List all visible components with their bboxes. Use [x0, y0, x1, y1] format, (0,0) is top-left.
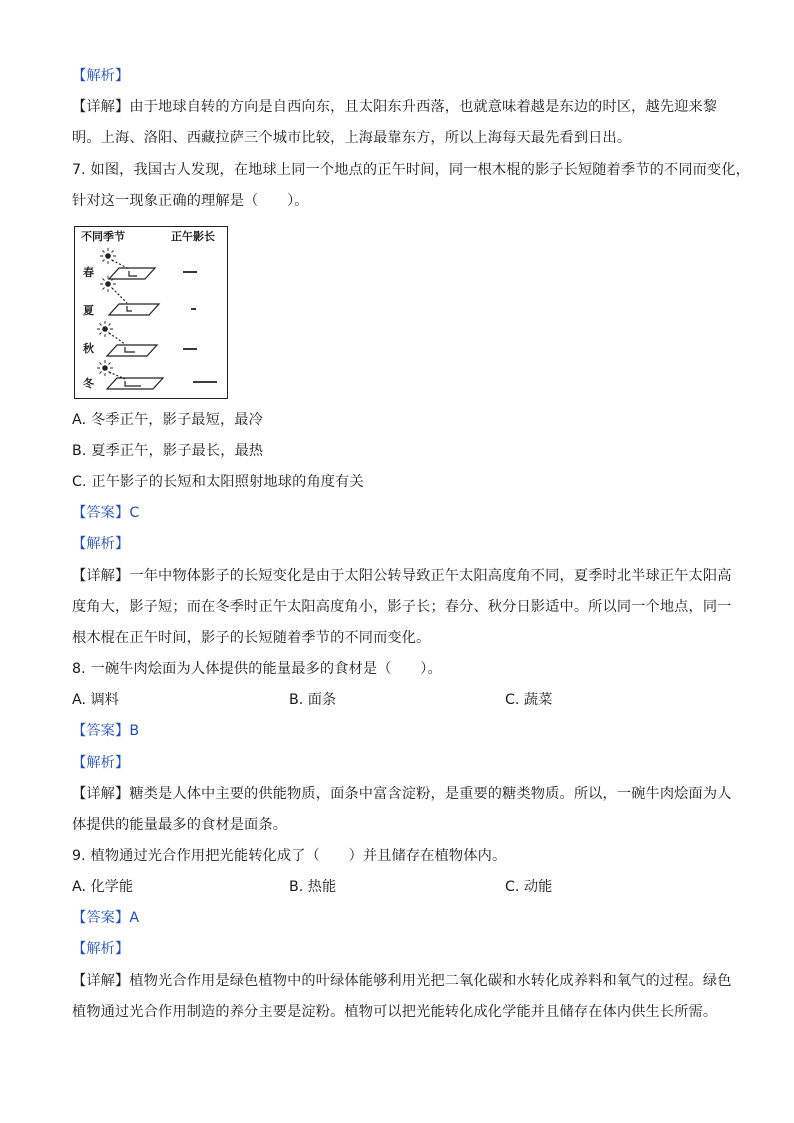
option-c: C. 正午影子的长短和太阳照射地球的角度有关 [72, 474, 364, 490]
q8-option-b: B. 面条 [289, 692, 337, 708]
shadow-season-figure [74, 226, 228, 399]
detail-text: 度角大，影子短；而在冬季时正午太阳高度角小，影子长；春分、秋分日影适中。所以同一个地点，同一 [72, 599, 732, 615]
analysis-label: 【解析】 [72, 68, 130, 84]
q9-option-a: A. 化学能 [72, 879, 134, 895]
analysis-label: 【解析】 [72, 755, 130, 771]
detail-text: 植物通过光合作用制造的养分主要是淀粉。植物可以把光能转化成化学能并且储存在体内供生长所需。 [72, 1004, 718, 1020]
answer-label: 【答案】C [72, 505, 140, 521]
q8-option-a: A. 调料 [72, 692, 119, 708]
summer-row [100, 276, 196, 315]
shadow-season-drawing [75, 227, 229, 400]
question-7-stem: 7. 如图，我国古人发现，在地球上同一个地点的正午时间，同一根木棍的影子长短随着季节的不同而变化， [72, 162, 751, 178]
figure-header-shadow-length: 正午影长 [171, 230, 215, 243]
detail-text: 【详解】糖类是人体中主要的供能物质，面条中富含淀粉，是重要的糖类物质。所以，一碗牛肉烩面为人 [72, 786, 732, 802]
figure-header-season: 不同季节 [81, 230, 125, 243]
q9-option-c: C. 动能 [505, 879, 553, 895]
winter-row [97, 360, 217, 389]
season-label-spring: 春 [83, 266, 94, 279]
question-9-stem: 9. 植物通过光合作用把光能转化成了（ ）并且储存在植物体内。 [72, 848, 507, 864]
detail-text: 根木棍在正午时间，影子的长短随着季节的不同而变化。 [72, 630, 431, 646]
option-b: B. 夏季正午，影子最长，最热 [72, 443, 264, 459]
q8-option-c: C. 蔬菜 [505, 692, 553, 708]
answer-label: 【答案】B [72, 723, 140, 739]
detail-text: 【详解】植物光合作用是绿色植物中的叶绿体能够利用光把二氧化碳和水转化成养料和氧气的过程。绿色 [72, 973, 732, 989]
analysis-label: 【解析】 [72, 536, 130, 552]
q9-option-b: B. 热能 [289, 879, 337, 895]
answer-label: 【答案】A [72, 910, 140, 926]
detail-text: 明。上海、洛阳、西藏拉萨三个城市比较，上海最靠东方，所以上海每天最先看到日出。 [72, 130, 632, 146]
question-7-stem: 针对这一现象正确的理解是（ ）。 [72, 193, 309, 209]
detail-text: 【详解】一年中物体影子的长短变化是由于太阳公转导致正午太阳高度角不同，夏季时北半球正午太阳高 [72, 568, 732, 584]
autumn-row [97, 321, 197, 356]
season-label-autumn: 秋 [83, 342, 94, 355]
option-a: A. 冬季正午，影子最短，最冷 [72, 412, 263, 428]
analysis-label: 【解析】 [72, 941, 130, 957]
detail-text: 【详解】由于地球自转的方向是自西向东，且太阳东升西落，也就意味着越是东边的时区，越先迎来黎 [72, 99, 718, 115]
detail-text: 体提供的能量最多的食材是面条。 [72, 817, 288, 833]
season-label-winter: 冬 [83, 377, 94, 390]
question-8-stem: 8. 一碗牛肉烩面为人体提供的能量最多的食材是（ ）。 [72, 661, 442, 677]
spring-row [100, 248, 197, 279]
season-label-summer: 夏 [83, 304, 94, 317]
